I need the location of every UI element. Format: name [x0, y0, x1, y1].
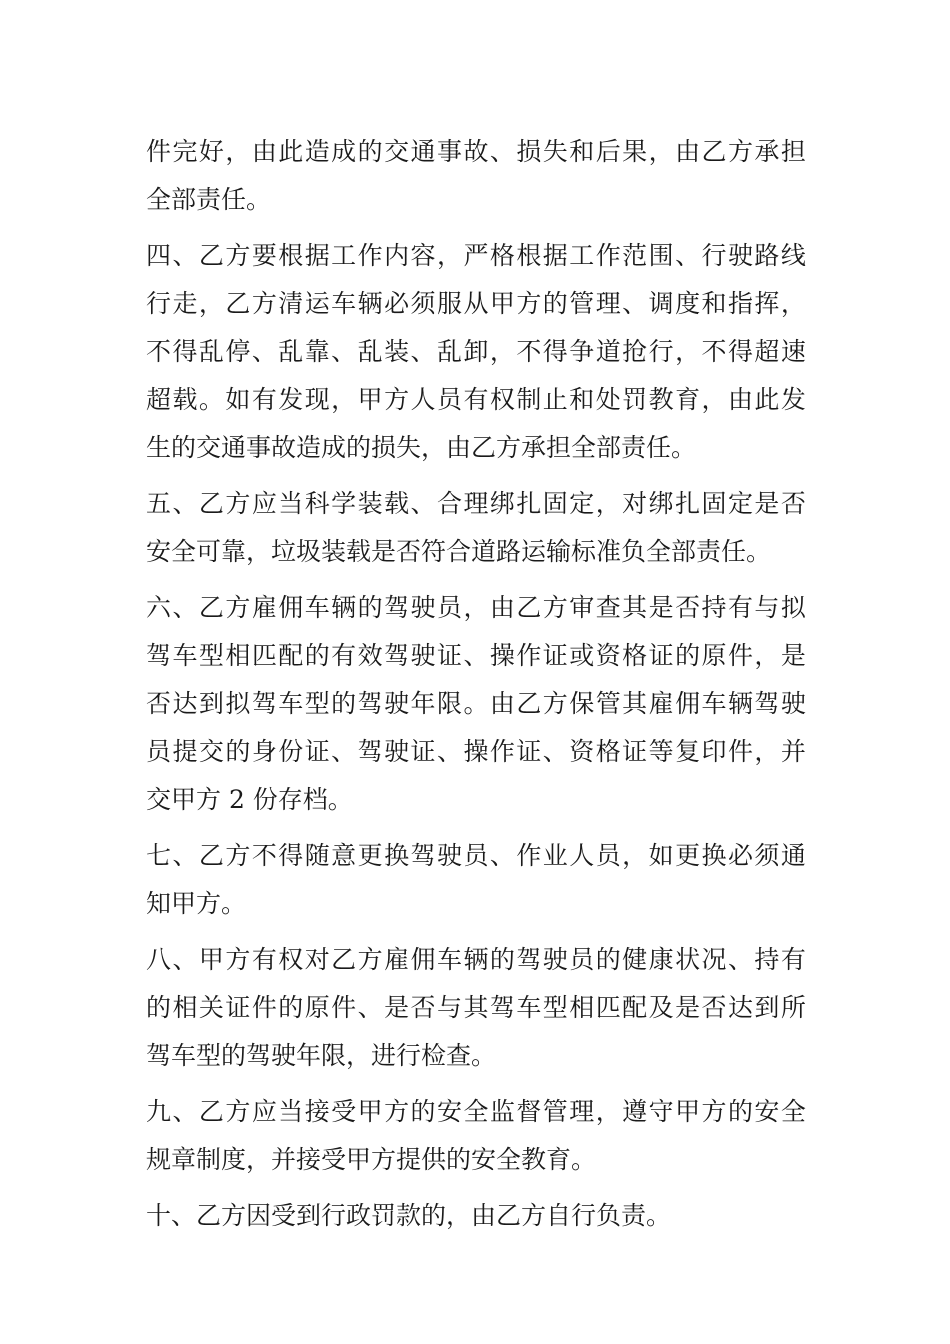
text-line: 知甲方。 — [146, 889, 247, 918]
paragraph — [146, 936, 806, 1080]
paragraph — [146, 232, 806, 472]
text-line: 九 、 乙 方 应 当 接 受 甲 方 的 安 全 监 督 管 理 ， 遵 守 甲 方 的 安 全 — [146, 1097, 806, 1126]
text-line: 六 、 乙 方 雇 佣 车 辆 的 驾 驶 员 ， 由 乙 方 审 查 其 是 否 持 有 与 拟 — [146, 593, 806, 622]
paragraph — [146, 480, 806, 576]
text-line: 全部责任。 — [146, 185, 272, 214]
text-line: 员 提 交 的 身 份 证 、 驾 驶 证 、 操 作 证 、 资 格 证 等 复 印 件 ， 并 — [146, 737, 806, 766]
paragraph — [146, 584, 806, 824]
text-line: 驾 车 型 相 匹 配 的 有 效 驾 驶 证 、 操 作 证 或 资 格 证 的 原 件 ， 是 — [146, 641, 806, 670]
text-line: 驾车型的驾驶年限，进行检查。 — [146, 1041, 497, 1070]
text-line: 安全可靠，垃圾装载是否符合道路运输标准负全部责任。 — [146, 537, 772, 566]
text-line: 四 、 乙 方 要 根 据 工 作 内 容 ， 严 格 根 据 工 作 范 围 、 行 驶 路 线 — [146, 241, 806, 270]
document-page — [146, 128, 806, 1248]
text-line: 超 载 。 如 有 发 现 ， 甲 方 人 员 有 权 制 止 和 处 罚 教 育 ， 由 此 发 — [146, 385, 806, 414]
text-line: 八 、 甲 方 有 权 对 乙 方 雇 佣 车 辆 的 驾 驶 员 的 健 康 状 况 、 持 有 — [146, 945, 806, 974]
paragraph — [146, 832, 806, 928]
text-line: 的 相 关 证 件 的 原 件 、 是 否 与 其 驾 车 型 相 匹 配 及 是 否 达 到 所 — [146, 993, 806, 1022]
paragraph — [146, 1192, 806, 1240]
text-line: 交甲方 2 份存档。 — [146, 785, 353, 814]
text-line: 件 完 好 ， 由 此 造 成 的 交 通 事 故 、 损 失 和 后 果 ， 由 乙 方 承 担 — [146, 137, 806, 166]
text-line: 七 、 乙 方 不 得 随 意 更 换 驾 驶 员 、 作 业 人 员 ， 如 更 换 必 须 通 — [146, 841, 806, 870]
text-line: 不 得 乱 停 、 乱 靠 、 乱 装 、 乱 卸 ， 不 得 争 道 抢 行 ， 不 得 超 速 — [146, 337, 806, 366]
paragraph — [146, 1088, 806, 1184]
text-line: 五 、 乙 方 应 当 科 学 装 载 、 合 理 绑 扎 固 定 ， 对 绑 扎 固 定 是 否 — [146, 489, 806, 518]
text-line: 规章制度，并接受甲方提供的安全教育。 — [146, 1145, 597, 1174]
text-line: 否 达 到 拟 驾 车 型 的 驾 驶 年 限 。 由 乙 方 保 管 其 雇 佣 车 辆 驾 驶 — [146, 689, 806, 718]
text-line: 行 走 ， 乙 方 清 运 车 辆 必 须 服 从 甲 方 的 管 理 、 调 度 和 指 挥 ， — [146, 289, 806, 318]
text-line: 生的交通事故造成的损失，由乙方承担全部责任。 — [146, 433, 697, 462]
paragraph — [146, 128, 806, 224]
text-line: 十、乙方因受到行政罚款的，由乙方自行负责。 — [146, 1201, 672, 1230]
